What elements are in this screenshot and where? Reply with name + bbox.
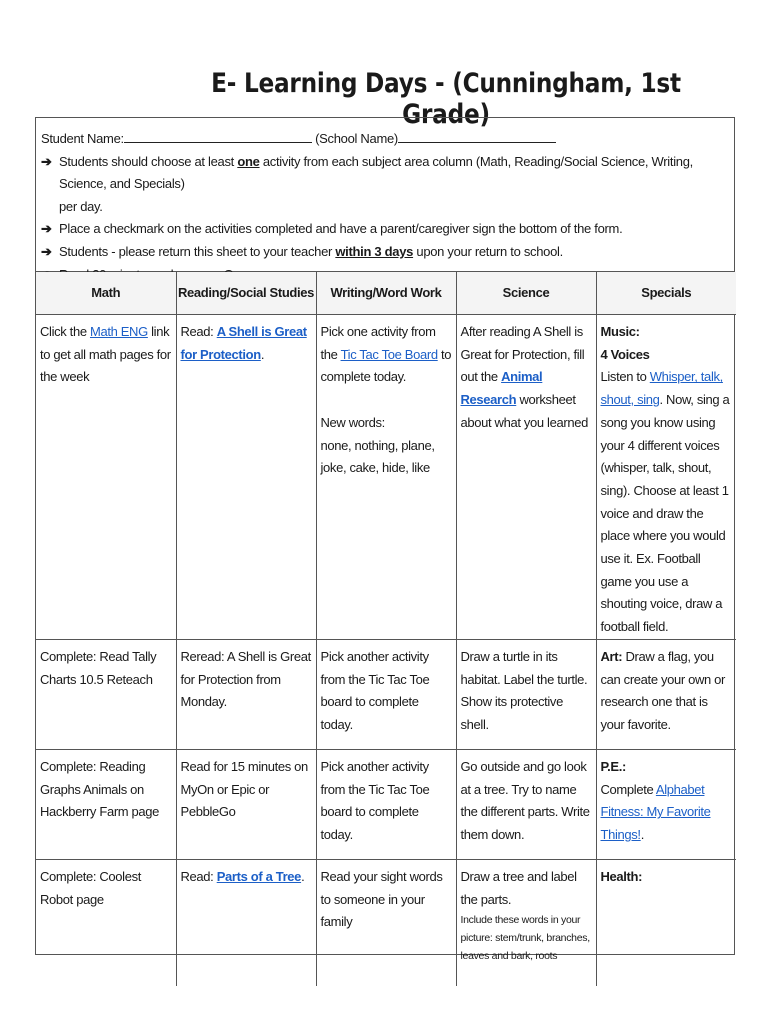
text-fragment: . Now, sing a song you know using your 4 different voices (whisper, talk, shout, sing). Choose at least 1 voice and draw the place where you would use it. Ex. Football game you use a shouting voice, draw a football field. bbox=[600, 392, 730, 635]
animal-research-link[interactable]: Animal Research bbox=[460, 369, 543, 408]
text-fragment: Read: bbox=[180, 324, 217, 339]
cell-science bbox=[456, 859, 596, 986]
activity-table bbox=[36, 272, 736, 986]
student-name-blank[interactable] bbox=[124, 128, 312, 143]
cell-science bbox=[456, 315, 596, 640]
table-header-row bbox=[36, 272, 736, 315]
student-name-label: Student Name: bbox=[41, 131, 124, 146]
text-fragment: P.E.: bbox=[600, 758, 626, 774]
cell-writing: Pick another activity from the Tic Tac Toe board to complete today. bbox=[316, 749, 456, 859]
name-line bbox=[41, 128, 728, 151]
cell-science: Draw a turtle in its habitat. Label the turtle. Show its protective shell. bbox=[456, 639, 596, 749]
text-fragment: one bbox=[237, 153, 260, 169]
cell-writing bbox=[316, 315, 456, 640]
text-fragment: . bbox=[260, 346, 265, 362]
text-fragment: activity from each subject area column (Math, Reading/Social Science, Writing, Science, and Specials) bbox=[59, 153, 693, 192]
text-fragment: 4 Voices bbox=[600, 346, 650, 362]
text-fragment: Art: bbox=[600, 648, 623, 664]
table-row bbox=[36, 639, 736, 749]
shell-protection-link[interactable]: A Shell is Great for Protection bbox=[180, 324, 307, 362]
cell-math bbox=[36, 315, 176, 640]
cell-specials bbox=[596, 315, 736, 640]
text-fragment: to complete today. bbox=[320, 346, 452, 385]
math-eng-link[interactable]: Math ENG bbox=[89, 324, 148, 339]
text-fragment: Pick one activity from the bbox=[320, 324, 436, 362]
text-fragment: Listen to bbox=[600, 369, 650, 385]
cell-science: Go outside and go look at a tree. Try to name the different parts. Write them down. bbox=[456, 749, 596, 859]
cell-specials bbox=[596, 749, 736, 859]
text-fragment: Read: bbox=[180, 868, 217, 884]
text-fragment: . bbox=[301, 868, 305, 884]
page-title: E- Learning Days - (Cunningham, 1st Grade) bbox=[211, 68, 681, 130]
text-fragment: Students should choose at least bbox=[59, 153, 238, 169]
text-fragment: After reading A Shell is Great for Protection, fill out the bbox=[460, 324, 585, 385]
cell-reading: Read for 15 minutes on MyOn or Epic or PebbleGo bbox=[176, 749, 316, 859]
cell-reading: Reread: A Shell is Great for Protection from Monday. bbox=[176, 639, 316, 749]
whisper-talk-link[interactable]: Whisper, talk, shout, sing bbox=[600, 369, 723, 408]
tic-tac-toe-link[interactable]: Tic Tac Toe Board bbox=[340, 346, 438, 362]
cell-reading bbox=[176, 315, 316, 640]
cell-math: Complete: Read Tally Charts 10.5 Reteach bbox=[36, 639, 176, 749]
instructions-box bbox=[36, 118, 734, 272]
cell-math: Complete: Reading Graphs Animals on Hackberry Farm page bbox=[36, 749, 176, 859]
text-fragment: Click the bbox=[40, 324, 90, 339]
text-fragment: Place a checkmark on the activities completed and have a parent/caregiver sign the bottom of the form. bbox=[59, 221, 623, 237]
arrow-icon: ➔ bbox=[41, 221, 52, 237]
cell-writing: Read your sight words to someone in your family bbox=[316, 859, 456, 986]
parts-of-tree-link[interactable]: Parts of a Tree bbox=[216, 868, 302, 884]
text-fragment: upon your return to school. bbox=[413, 243, 563, 259]
instruction-item bbox=[41, 151, 728, 219]
text-fragment: Music: bbox=[600, 324, 640, 339]
header-writing: Writing/Word Work bbox=[316, 272, 456, 315]
header-specials: Specials bbox=[596, 272, 736, 315]
text-fragment: . bbox=[640, 826, 644, 842]
text-fragment: Draw a flag, you can create your own or research one that is your favorite. bbox=[600, 648, 726, 732]
text-fragment: per day. bbox=[59, 198, 103, 214]
text-fragment: Draw a tree and label the parts. bbox=[460, 868, 577, 907]
school-name-blank[interactable] bbox=[398, 128, 556, 143]
arrow-icon: ➔ bbox=[41, 243, 52, 259]
alphabet-fitness-link[interactable]: Alphabet Fitness: My Favorite Things! bbox=[600, 781, 711, 842]
text-fragment: Health: bbox=[600, 868, 643, 884]
text-fragment: within 3 days bbox=[335, 243, 414, 259]
cell-writing: Pick another activity from the Tic Tac Toe board to complete today. bbox=[316, 639, 456, 749]
instruction-item bbox=[41, 218, 728, 241]
header-science: Science bbox=[456, 272, 596, 315]
cell-reading bbox=[176, 859, 316, 986]
text-fragment: link to get all math pages for the week bbox=[40, 324, 171, 385]
header-reading: Reading/Social Studies bbox=[176, 272, 316, 315]
header-math: Math bbox=[36, 272, 176, 315]
worksheet-frame bbox=[35, 117, 735, 963]
instruction-item bbox=[41, 241, 728, 264]
school-name-label: (School Name) bbox=[315, 131, 398, 146]
new-words-label: New words: bbox=[320, 414, 385, 430]
table-row bbox=[36, 315, 736, 640]
cell-specials bbox=[596, 639, 736, 749]
table-row bbox=[36, 859, 736, 986]
arrow-icon: ➔ bbox=[41, 153, 52, 169]
text-fragment: worksheet about what you learned bbox=[460, 392, 588, 430]
table-row bbox=[36, 749, 736, 859]
cell-specials bbox=[596, 859, 736, 986]
text-fragment: Complete bbox=[600, 781, 656, 797]
text-fragment: Students - please return this sheet to your teacher bbox=[59, 243, 336, 259]
cell-math: Complete: Coolest Robot page bbox=[36, 859, 176, 986]
new-words: none, nothing, plane, joke, cake, hide, like bbox=[320, 437, 435, 476]
science-note: Include these words in your picture: stem/trunk, branches, leaves and bark, roots bbox=[460, 914, 590, 963]
